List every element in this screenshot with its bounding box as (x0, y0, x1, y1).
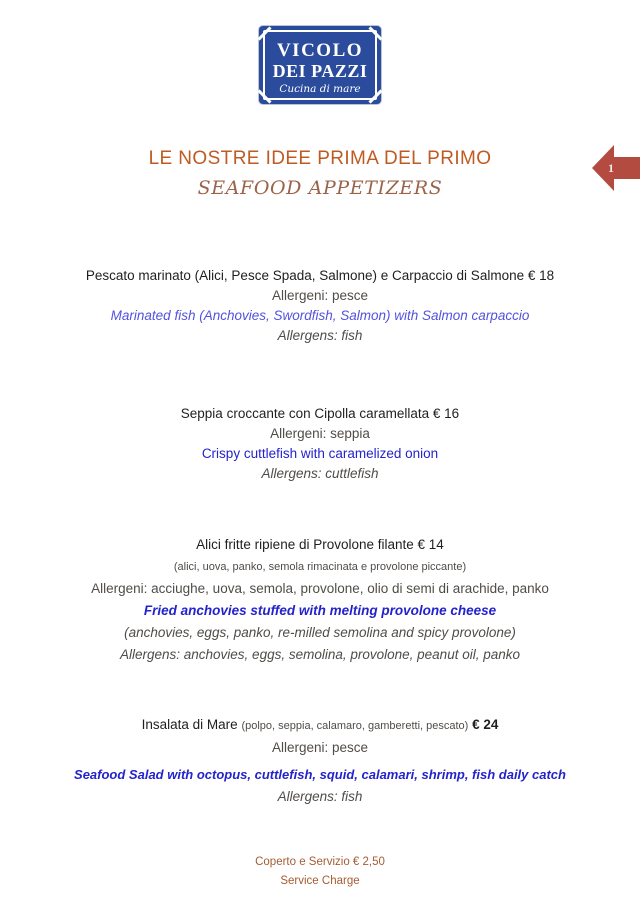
item-allergens-en: Allergens: fish (277, 328, 363, 343)
item-ingredients-it: (alici, uova, panko, semola rimacinata e provolone piccante) (173, 561, 467, 573)
item-name-en: Fried anchovies stuffed with melting provolone cheese (143, 603, 497, 618)
logo-text (259, 26, 381, 104)
item-name-it: Alici fritte ripiene di Provolone filante € 14 (196, 537, 444, 552)
item-name-it: Seppia croccante con Cipolla caramellata € 16 (180, 406, 460, 421)
section-title: LE NOSTRE IDEE PRIMA DEL PRIMO (148, 148, 492, 169)
item-name-it (0, 714, 640, 737)
item-name-it: Pescato marinato (Alici, Pesce Spada, Salmone) e Carpaccio di Salmone € 18 (85, 268, 555, 283)
item-allergens-en: Allergens: cuttlefish (261, 466, 379, 481)
logo-tagline: Cucina di mare (279, 83, 361, 95)
logo-name-line1: VICOLO (276, 40, 364, 61)
item-allergens-it: Allergeni: pesce (271, 288, 369, 303)
item-name-en: Seafood Salad with octopus, cuttlefish, squid, calamari, shrimp, fish daily catch (74, 767, 566, 782)
item-allergens-it: Allergeni: acciughe, uova, semola, provolone, olio di semi di arachide, panko (91, 581, 549, 596)
page-number: 1 (608, 161, 614, 175)
item-name-en: Crispy cuttlefish with caramelized onion (201, 446, 439, 461)
menu-footer (0, 853, 640, 891)
item-allergens-en: Allergens: fish (277, 789, 363, 804)
item-price: € 24 (472, 717, 499, 732)
section-subtitle: SEAFOOD APPETIZERS (197, 177, 443, 199)
restaurant-logo (259, 26, 381, 104)
menu-item-insalata-di-mare (0, 714, 640, 808)
item-ingredients-en: (anchovies, eggs, panko, re-milled semolina and spicy provolone) (124, 625, 516, 640)
cover-charge-en: Service Charge (280, 875, 360, 887)
item-allergens-it: Allergeni: seppia (270, 426, 370, 441)
item-allergens-it: Allergeni: pesce (271, 740, 369, 755)
item-allergens-en: Allergens: anchovies, eggs, semolina, provolone, peanut oil, panko (119, 647, 520, 662)
menu-item-alici-fritte (0, 534, 640, 666)
menu-item-seppia-croccante (0, 404, 640, 484)
item-name-it-main: Insalata di Mare (141, 717, 238, 732)
item-ingredients-it: (polpo, seppia, calamaro, gamberetti, pescato) (241, 720, 469, 732)
logo-name-line2: DEI PAZZI (272, 61, 368, 81)
cover-charge-it: Coperto e Servizio € 2,50 (255, 856, 385, 868)
item-name-en: Marinated fish (Anchovies, Swordfish, Salmon) with Salmon carpaccio (110, 308, 530, 323)
menu-item-pescato-marinato (0, 266, 640, 346)
